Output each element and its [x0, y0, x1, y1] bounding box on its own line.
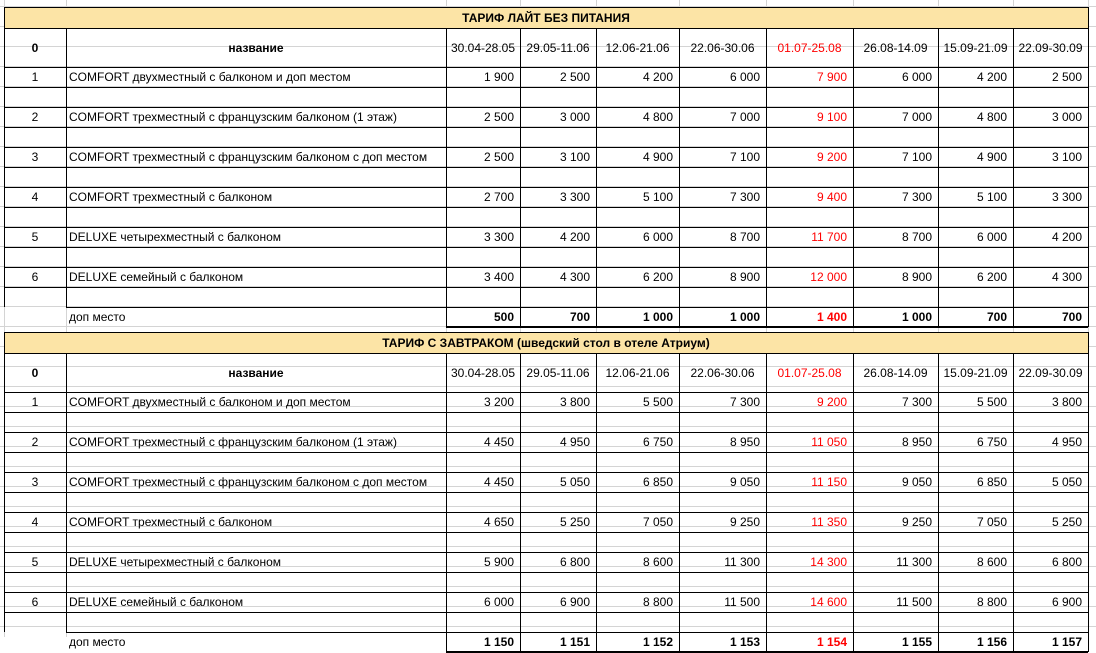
- price-cell[interactable]: 6 750: [642, 435, 673, 449]
- price-cell[interactable]: 5 100: [642, 190, 673, 204]
- price-cell[interactable]: 9 050: [729, 475, 760, 489]
- table-gridline: [446, 28, 447, 327]
- header-period[interactable]: 29.05-11.06: [526, 40, 590, 55]
- row-number[interactable]: 6: [31, 595, 39, 609]
- row-number[interactable]: 1: [31, 395, 39, 409]
- price-cell[interactable]: 4 950: [1051, 435, 1082, 449]
- header-period[interactable]: 26.08-14.09: [863, 40, 928, 55]
- faint-gridline: [0, 426, 1096, 427]
- row-number[interactable]: 3: [31, 150, 39, 164]
- price-cell[interactable]: 14 600: [810, 595, 847, 609]
- table-gridline: [4, 552, 1088, 553]
- extra-bed-price[interactable]: 1 157: [1051, 635, 1082, 649]
- row-number[interactable]: 4: [31, 515, 39, 529]
- price-cell[interactable]: 3 300: [559, 190, 590, 204]
- table-gridline: [853, 353, 854, 652]
- table-gridline: [4, 512, 1088, 513]
- price-cell[interactable]: 8 600: [976, 555, 1007, 569]
- price-cell[interactable]: 3 000: [559, 110, 590, 124]
- price-cell[interactable]: 8 700: [729, 230, 760, 244]
- room-name[interactable]: COMFORT трехместный с французским балконом (1 этаж): [69, 110, 397, 124]
- price-cell[interactable]: 7 300: [901, 190, 932, 204]
- price-cell[interactable]: 5 050: [559, 475, 590, 489]
- table-gridline: [4, 67, 1088, 68]
- row-number[interactable]: 5: [31, 230, 39, 244]
- table-gridline: [938, 28, 939, 327]
- price-cell[interactable]: 9 200: [816, 395, 847, 409]
- table-title[interactable]: ТАРИФ ЛАЙТ БЕЗ ПИТАНИЯ: [4, 7, 1088, 28]
- price-cell[interactable]: 6 000: [729, 70, 760, 84]
- price-cell[interactable]: 3 800: [559, 395, 590, 409]
- room-name[interactable]: COMFORT трехместный с французским балконом (1 этаж): [69, 435, 397, 449]
- table-gridline: [4, 247, 1088, 248]
- extra-bed-price[interactable]: 500: [493, 310, 514, 324]
- table-gridline: [4, 392, 1088, 393]
- price-cell[interactable]: 4 450: [483, 475, 514, 489]
- price-cell[interactable]: 6 850: [976, 475, 1007, 489]
- header-period[interactable]: 29.05-11.06: [526, 365, 590, 380]
- table-gridline: [4, 167, 1088, 168]
- table-gridline: [4, 187, 1088, 188]
- table-gridline: [66, 28, 67, 307]
- extra-bed-label[interactable]: доп место: [69, 310, 126, 324]
- table-gridline: [520, 28, 521, 327]
- price-cell[interactable]: 4 300: [1051, 270, 1082, 284]
- price-cell[interactable]: 7 900: [816, 70, 847, 84]
- price-cell[interactable]: 7 300: [729, 190, 760, 204]
- price-cell[interactable]: 6 200: [642, 270, 673, 284]
- price-cell[interactable]: 11 300: [896, 555, 932, 569]
- price-cell[interactable]: 5 050: [1051, 475, 1082, 489]
- price-cell[interactable]: 7 050: [642, 515, 673, 529]
- table-gridline: [4, 612, 1088, 613]
- header-period[interactable]: 01.07-25.08: [777, 365, 842, 380]
- room-name[interactable]: DELUXE семейный с балконом: [69, 595, 244, 609]
- faint-gridline: [0, 546, 1096, 547]
- price-cell[interactable]: 11 350: [811, 515, 847, 529]
- price-cell[interactable]: 6 000: [642, 230, 673, 244]
- table-gridline: [4, 532, 1088, 533]
- header-period[interactable]: 01.07-25.08: [777, 40, 842, 55]
- price-cell[interactable]: 11 700: [811, 230, 847, 244]
- price-cell[interactable]: 4 800: [642, 110, 673, 124]
- faint-gridline: [0, 586, 1096, 587]
- row-number[interactable]: 6: [31, 270, 39, 284]
- table-gridline: [766, 28, 767, 327]
- price-cell[interactable]: 14 300: [810, 555, 847, 569]
- table-gridline: [4, 452, 1088, 453]
- price-cell[interactable]: 1 900: [483, 70, 514, 84]
- faint-gridline: [0, 626, 1096, 627]
- table-gridline: [938, 353, 939, 652]
- price-cell[interactable]: 5 500: [976, 395, 1007, 409]
- price-cell[interactable]: 2 500: [559, 70, 590, 84]
- price-cell[interactable]: 9 250: [729, 515, 760, 529]
- price-cell[interactable]: 3 300: [483, 230, 514, 244]
- room-name[interactable]: COMFORT двухместный с балконом и доп местом: [69, 395, 351, 409]
- room-name[interactable]: DELUXE четырехместный с балконом: [69, 230, 282, 244]
- table-gridline: [766, 353, 767, 652]
- table-gridline: [4, 7, 5, 307]
- extra-bed-price[interactable]: 1 151: [559, 635, 590, 649]
- price-cell[interactable]: 4 200: [559, 230, 590, 244]
- table-title[interactable]: ТАРИФ С ЗАВТРАКОМ (шведский стол в отеле Атриум): [4, 332, 1088, 353]
- row-number[interactable]: 2: [31, 435, 39, 449]
- table-gridline: [1088, 307, 1089, 327]
- price-cell[interactable]: 4 300: [559, 270, 590, 284]
- header-period[interactable]: 12.06-21.06: [605, 40, 670, 55]
- price-cell[interactable]: 4 900: [976, 150, 1007, 164]
- extra-bed-price[interactable]: 1 153: [729, 635, 760, 649]
- price-cell[interactable]: 6 850: [642, 475, 673, 489]
- table-gridline: [1013, 28, 1014, 327]
- table-gridline: [4, 267, 1088, 268]
- price-cell[interactable]: 3 300: [1051, 190, 1082, 204]
- header-period[interactable]: 22.09-30.09: [1018, 40, 1083, 55]
- price-cell[interactable]: 6 800: [1051, 555, 1082, 569]
- price-cell[interactable]: 11 300: [724, 555, 760, 569]
- price-cell[interactable]: 8 900: [901, 270, 932, 284]
- price-cell[interactable]: 6 800: [559, 555, 590, 569]
- price-cell[interactable]: 8 950: [729, 435, 760, 449]
- price-cell[interactable]: 9 250: [901, 515, 932, 529]
- table-gridline: [520, 353, 521, 652]
- price-cell[interactable]: 8 900: [729, 270, 760, 284]
- table-gridline: [66, 353, 67, 632]
- table-gridline: [4, 87, 1088, 88]
- price-cell[interactable]: 2 700: [483, 190, 514, 204]
- extra-bed-price[interactable]: 1 150: [483, 635, 514, 649]
- table-gridline: [596, 353, 597, 652]
- faint-gridline: [0, 506, 1096, 507]
- row-number[interactable]: 1: [31, 70, 39, 84]
- table-gridline: [1013, 353, 1014, 652]
- price-cell[interactable]: 6 750: [976, 435, 1007, 449]
- price-cell[interactable]: 8 800: [642, 595, 673, 609]
- price-cell[interactable]: 6 200: [976, 270, 1007, 284]
- price-cell[interactable]: 4 200: [642, 70, 673, 84]
- price-cell[interactable]: 6 000: [901, 70, 932, 84]
- table-gridline: [4, 127, 1088, 128]
- price-cell[interactable]: 11 500: [724, 595, 760, 609]
- header-name[interactable]: название: [228, 40, 284, 55]
- table-gridline: [4, 332, 1088, 333]
- price-cell[interactable]: 4 200: [976, 70, 1007, 84]
- header-period[interactable]: 26.08-14.09: [863, 365, 928, 380]
- extra-bed-price[interactable]: 700: [986, 310, 1007, 324]
- price-cell[interactable]: 7 000: [729, 110, 760, 124]
- table-gridline: [4, 227, 1088, 228]
- room-name[interactable]: COMFORT трехместный с французским балконом с доп местом: [69, 150, 428, 164]
- price-cell[interactable]: 5 100: [976, 190, 1007, 204]
- price-cell[interactable]: 5 500: [642, 395, 673, 409]
- extra-bed-price[interactable]: 1 000: [642, 310, 673, 324]
- table-gridline: [4, 412, 1088, 413]
- table-gridline: [66, 307, 1088, 308]
- header-period[interactable]: 22.06-30.06: [690, 40, 755, 55]
- row-number[interactable]: 3: [31, 475, 39, 489]
- table-gridline: [4, 207, 1088, 208]
- extra-bed-price[interactable]: 1 000: [729, 310, 760, 324]
- price-cell[interactable]: 8 800: [976, 595, 1007, 609]
- table-gridline: [4, 492, 1088, 493]
- price-cell[interactable]: 3 200: [483, 395, 514, 409]
- extra-bed-price[interactable]: 700: [1061, 310, 1082, 324]
- price-cell[interactable]: 11 150: [811, 475, 847, 489]
- price-cell[interactable]: 7 300: [729, 395, 760, 409]
- table-gridline: [4, 332, 5, 632]
- extra-bed-price[interactable]: 700: [569, 310, 590, 324]
- header-index[interactable]: 0: [31, 365, 39, 380]
- header-period[interactable]: 15.09-21.09: [943, 365, 1008, 380]
- price-cell[interactable]: 4 800: [976, 110, 1007, 124]
- table-gridline: [4, 28, 1088, 29]
- price-cell[interactable]: 7 300: [901, 395, 932, 409]
- price-cell[interactable]: 8 950: [901, 435, 932, 449]
- price-cell[interactable]: 9 050: [901, 475, 932, 489]
- price-cell[interactable]: 9 100: [816, 110, 847, 124]
- table-gridline: [853, 28, 854, 327]
- extra-bed-price[interactable]: 1 000: [901, 310, 932, 324]
- price-cell[interactable]: 3 000: [1051, 110, 1082, 124]
- room-name[interactable]: DELUXE семейный с балконом: [69, 270, 244, 284]
- table-gridline: [4, 287, 1088, 288]
- price-cell[interactable]: 3 100: [1051, 150, 1082, 164]
- room-name[interactable]: COMFORT трехместный с балконом: [69, 515, 273, 529]
- header-index[interactable]: 0: [31, 40, 39, 55]
- room-name[interactable]: DELUXE четырехместный с балконом: [69, 555, 282, 569]
- table-gridline: [1088, 332, 1089, 632]
- price-cell[interactable]: 7 050: [976, 515, 1007, 529]
- extra-bed-price[interactable]: 1 152: [642, 635, 673, 649]
- header-period[interactable]: 30.04-28.05: [450, 365, 516, 380]
- price-cell[interactable]: 6 900: [559, 595, 590, 609]
- extra-bed-price[interactable]: 1 154: [816, 635, 847, 649]
- price-cell[interactable]: 5 900: [483, 555, 514, 569]
- table-gridline: [4, 7, 1088, 8]
- price-cell[interactable]: 3 100: [559, 150, 590, 164]
- table-gridline: [4, 472, 1088, 473]
- price-cell[interactable]: 7 100: [901, 150, 932, 164]
- table-gridline: [4, 107, 1088, 108]
- header-period[interactable]: 12.06-21.06: [605, 365, 670, 380]
- price-cell[interactable]: 9 200: [816, 150, 847, 164]
- price-cell[interactable]: 3 800: [1051, 395, 1082, 409]
- header-name[interactable]: название: [228, 365, 284, 380]
- price-cell[interactable]: 7 100: [729, 150, 760, 164]
- room-name[interactable]: COMFORT двухместный с балконом и доп местом: [69, 70, 351, 84]
- row-number[interactable]: 4: [31, 190, 39, 204]
- room-name[interactable]: COMFORT трехместный с французским балконом с доп местом: [69, 475, 428, 489]
- extra-bed-price[interactable]: 1 400: [816, 310, 847, 324]
- price-cell[interactable]: 5 250: [559, 515, 590, 529]
- table-gridline: [446, 353, 447, 652]
- price-cell[interactable]: 5 250: [1051, 515, 1082, 529]
- header-period[interactable]: 30.04-28.05: [450, 40, 516, 55]
- header-period[interactable]: 15.09-21.09: [943, 40, 1008, 55]
- table-gridline: [4, 147, 1088, 148]
- table-gridline: [4, 432, 1088, 433]
- price-cell[interactable]: 2 500: [483, 110, 514, 124]
- table-gridline: [1088, 7, 1089, 307]
- extra-bed-label[interactable]: доп место: [69, 635, 126, 649]
- price-cell[interactable]: 9 400: [816, 190, 847, 204]
- table-gridline: [679, 353, 680, 652]
- price-cell[interactable]: 2 500: [483, 150, 514, 164]
- table-gridline: [1088, 632, 1089, 652]
- price-cell[interactable]: 7 000: [901, 110, 932, 124]
- faint-gridline: [0, 466, 1096, 467]
- price-cell[interactable]: 6 900: [1051, 595, 1082, 609]
- table-gridline: [4, 353, 1088, 354]
- header-period[interactable]: 22.06-30.06: [690, 365, 755, 380]
- price-cell[interactable]: 11 050: [811, 435, 847, 449]
- price-cell[interactable]: 4 450: [483, 435, 514, 449]
- price-cell[interactable]: 8 700: [901, 230, 932, 244]
- table-gridline: [446, 326, 1088, 328]
- row-number[interactable]: 2: [31, 110, 39, 124]
- price-cell[interactable]: 4 650: [483, 515, 514, 529]
- price-cell[interactable]: 4 200: [1051, 230, 1082, 244]
- price-cell[interactable]: 8 600: [642, 555, 673, 569]
- table-gridline: [596, 28, 597, 327]
- price-cell[interactable]: 11 500: [896, 595, 932, 609]
- table-gridline: [4, 592, 1088, 593]
- extra-bed-price[interactable]: 1 155: [901, 635, 932, 649]
- price-cell[interactable]: 6 000: [483, 595, 514, 609]
- price-cell[interactable]: 6 000: [976, 230, 1007, 244]
- room-name[interactable]: COMFORT трехместный с балконом: [69, 190, 273, 204]
- header-period[interactable]: 22.09-30.09: [1018, 365, 1083, 380]
- price-cell[interactable]: 3 400: [483, 270, 514, 284]
- table-gridline: [4, 572, 1088, 573]
- price-cell[interactable]: 2 500: [1051, 70, 1082, 84]
- row-number[interactable]: 5: [31, 555, 39, 569]
- extra-bed-price[interactable]: 1 156: [976, 635, 1007, 649]
- price-cell[interactable]: 12 000: [810, 270, 847, 284]
- table-gridline: [66, 632, 1088, 633]
- table-gridline: [679, 28, 680, 327]
- price-cell[interactable]: 4 950: [559, 435, 590, 449]
- price-cell[interactable]: 4 900: [642, 150, 673, 164]
